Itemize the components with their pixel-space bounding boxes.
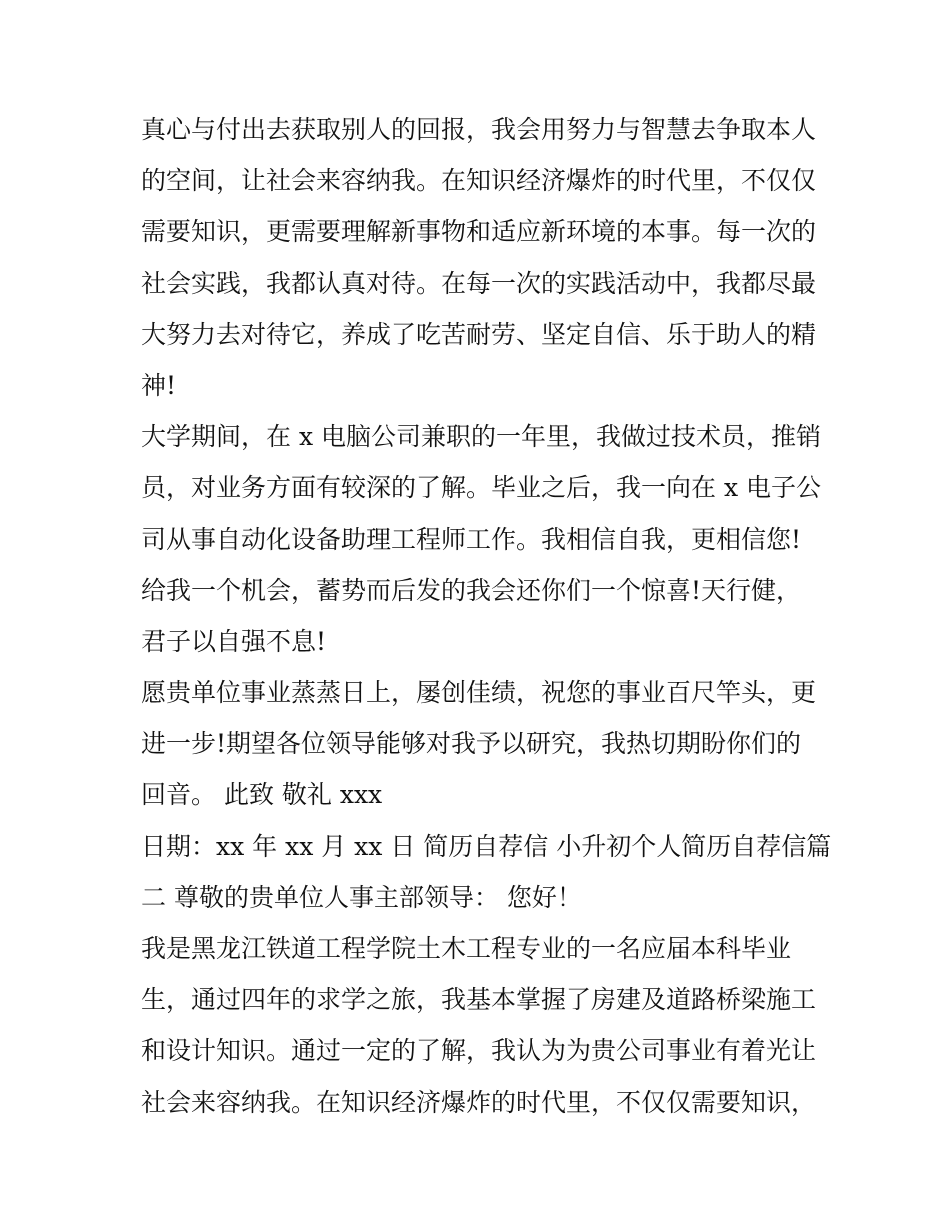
- text-line-11: 君子以自强不息!: [141, 626, 327, 656]
- text-line-10: 给我一个机会，蓄势而后发的我会还你们一个惊喜!天行健，: [141, 575, 802, 605]
- text-line-17: 我是黑龙江铁道工程学院土木工程专业的一名应届本科毕业: [141, 934, 792, 963]
- text-line-8: 员，对业务方面有较深的了解。毕业之后，我一向在 x 电子公: [141, 473, 821, 503]
- text-line-4: 社会实践，我都认真对待。在每一次的实践活动中，我都尽最: [141, 268, 817, 298]
- text-line-7: 大学期间，在 x 电脑公司兼职的一年里，我做过技术员，推销: [141, 422, 821, 452]
- text-line-2: 的空间，让社会来容纳我。在知识经济爆炸的时代里，不仅仅: [141, 166, 817, 196]
- text-line-13: 进一步!期望各位领导能够对我予以研究，我热切期盼你们的: [141, 729, 802, 759]
- body-text: [141, 104, 832, 1128]
- text-line-6: 神!: [141, 370, 177, 400]
- text-line-20: 社会来容纳我。在知识经济爆炸的时代里，不仅仅需要知识，: [141, 1087, 817, 1117]
- text-line-9: 司从事自动化设备助理工程师工作。我相信自我，更相信您!: [141, 524, 802, 554]
- text-line-12: 愿贵单位事业蒸蒸日上，屡创佳绩，祝您的事业百尺竿头，更: [141, 678, 817, 708]
- text-line-1: 真心与付出去获取别人的回报，我会用努力与智慧去争取本人: [141, 115, 817, 144]
- text-line-16: 二 尊敬的贵单位人事主部领导： 您好！: [141, 882, 582, 912]
- text-line-14: 回音。 此致 敬礼 xxx: [141, 780, 383, 810]
- text-line-15: 日期：xx 年 xx 月 xx 日 简历自荐信 小升初个人简历自荐信篇: [141, 831, 832, 861]
- text-line-18: 生，通过四年的求学之旅，我基本掌握了房建及道路桥梁施工: [141, 985, 817, 1015]
- text-line-3: 需要知识，更需要理解新事物和适应新环境的本事。每一次的: [141, 217, 817, 247]
- text-line-19: 和设计知识。通过一定的了解，我认为为贵公司事业有着光让: [141, 1036, 817, 1066]
- text-line-5: 大努力去对待它，养成了吃苦耐劳、坚定自信、乐于助人的精: [141, 319, 817, 349]
